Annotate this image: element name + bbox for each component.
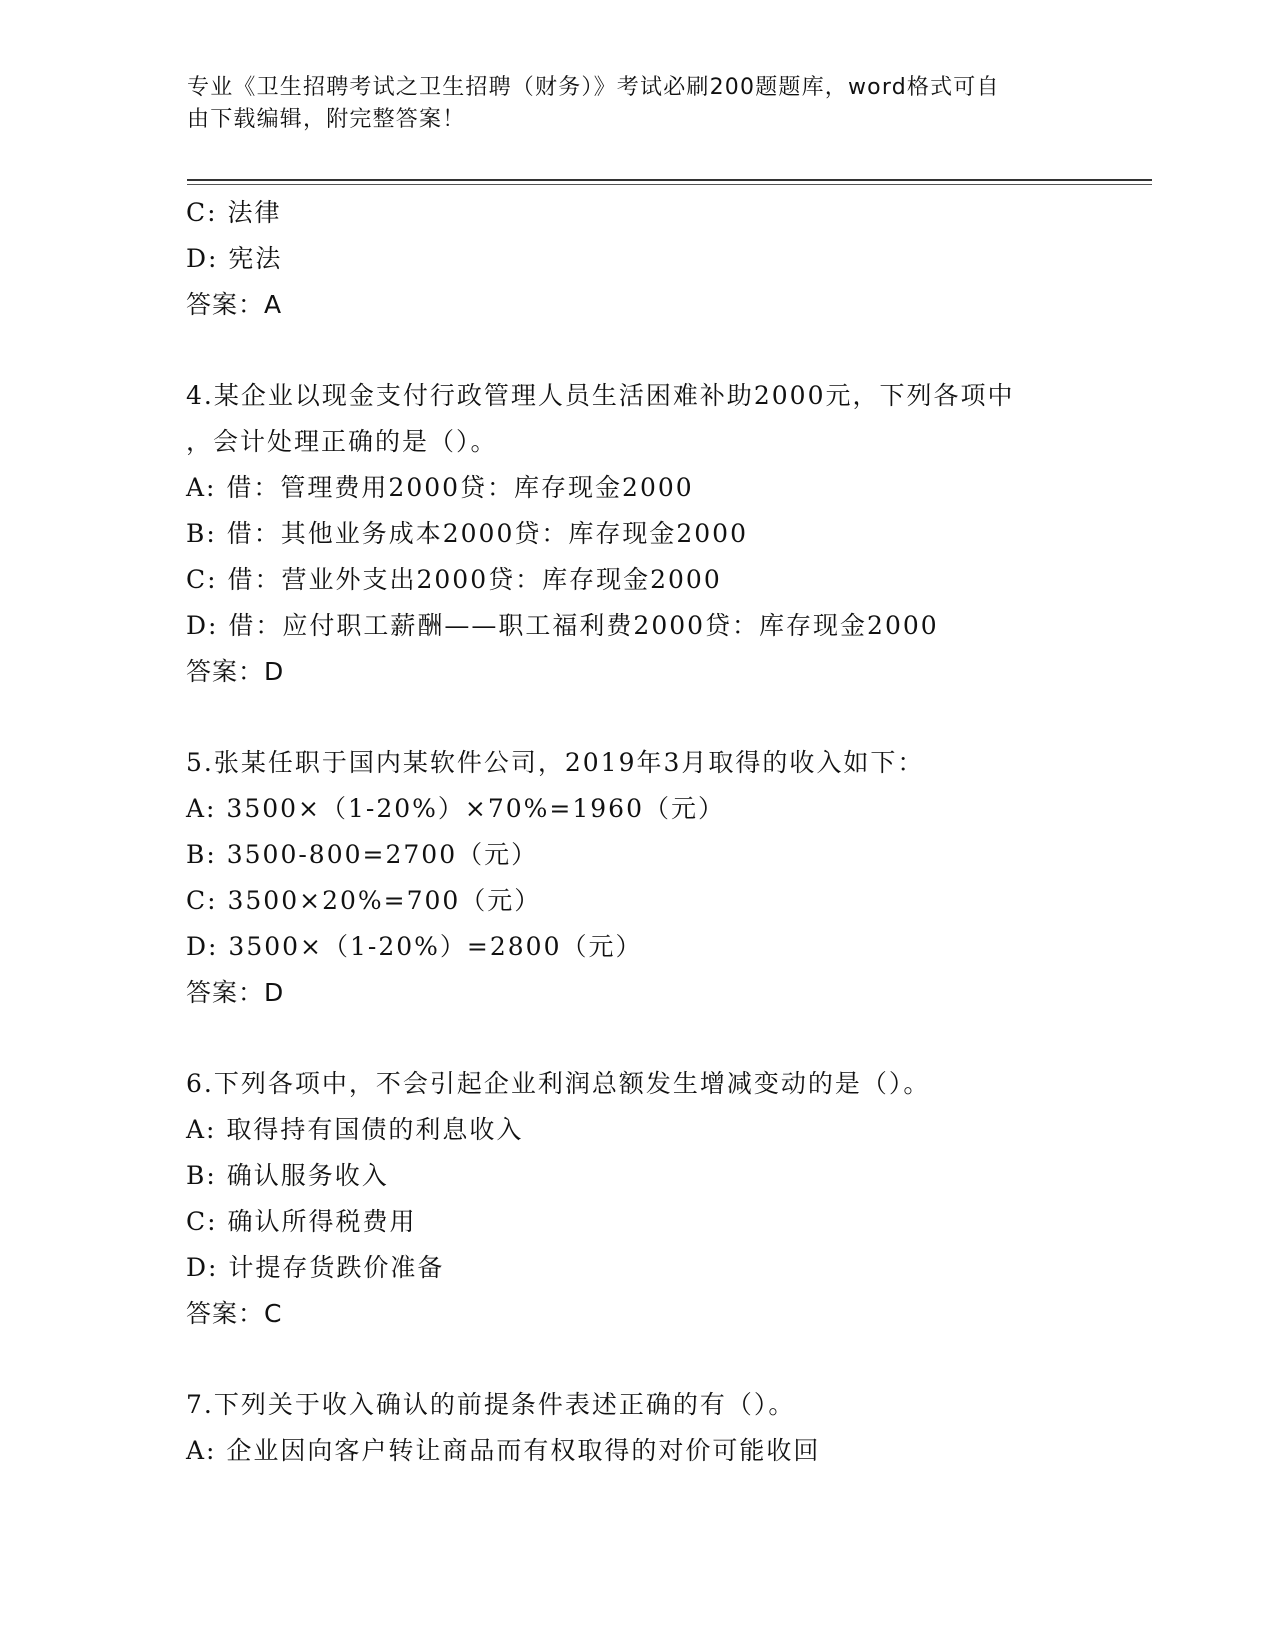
option-b: B: 3500-800=2700（元） [186, 840, 539, 869]
option-a: A: 3500×（1-20%）×70%=1960（元） [186, 794, 725, 823]
question-stem: 7.下列关于收入确认的前提条件表述正确的有（）。 [186, 1390, 796, 1419]
header-line-1: 专业《卫生招聘考试之卫生招聘（财务）》考试必刷200题题库，word格式可自 [187, 75, 1000, 100]
answer-line: 答案：A [186, 290, 283, 319]
option-c: C: 确认所得税费用 [186, 1207, 417, 1236]
document-header [187, 72, 1067, 136]
option-a: A: 借：管理费用2000贷：库存现金2000 [186, 473, 694, 502]
header-divider-thin [187, 184, 1152, 185]
header-divider-thick [187, 179, 1152, 181]
option-d: D: 宪法 [186, 244, 283, 273]
answer-line: 答案：C [186, 1299, 283, 1328]
spacer [186, 695, 1086, 740]
spacer [186, 328, 1086, 373]
answer-line: 答案：D [186, 978, 285, 1007]
option-a: A: 企业因向客户转让商品而有权取得的对价可能收回 [186, 1436, 821, 1465]
option-c: C: 3500×20%=700（元） [186, 886, 542, 915]
option-d: D: 借：应付职工薪酬——职工福利费2000贷：库存现金2000 [186, 611, 939, 640]
option-d: D: 3500×（1-20%）=2800（元） [186, 932, 643, 961]
option-b: B: 借：其他业务成本2000贷：库存现金2000 [186, 519, 748, 548]
question-6 [186, 1061, 1086, 1337]
question-list [186, 190, 1086, 1474]
question-continuation [186, 190, 1086, 328]
option-c: C: 法律 [186, 198, 282, 227]
spacer [186, 1337, 1086, 1382]
question-4 [186, 373, 1086, 695]
option-c: C: 借：营业外支出2000贷：库存现金2000 [186, 565, 722, 594]
option-d: D: 计提存货跌价准备 [186, 1253, 445, 1282]
header-line-2: 由下载编辑，附完整答案！ [187, 107, 466, 132]
question-7 [186, 1382, 1086, 1474]
question-stem: 6.下列各项中，不会引起企业利润总额发生增减变动的是（）。 [186, 1069, 931, 1098]
answer-line: 答案：D [186, 657, 285, 686]
question-5 [186, 740, 1086, 1016]
option-a: A: 取得持有国债的利息收入 [186, 1115, 524, 1144]
option-b: B: 确认服务收入 [186, 1161, 389, 1190]
question-stem-continued: ，会计处理正确的是（）。 [186, 427, 498, 456]
question-stem: 4.某企业以现金支付行政管理人员生活困难补助2000元，下列各项中 [186, 381, 1015, 410]
question-stem: 5.张某任职于国内某软件公司，2019年3月取得的收入如下： [186, 748, 925, 777]
spacer [186, 1016, 1086, 1061]
